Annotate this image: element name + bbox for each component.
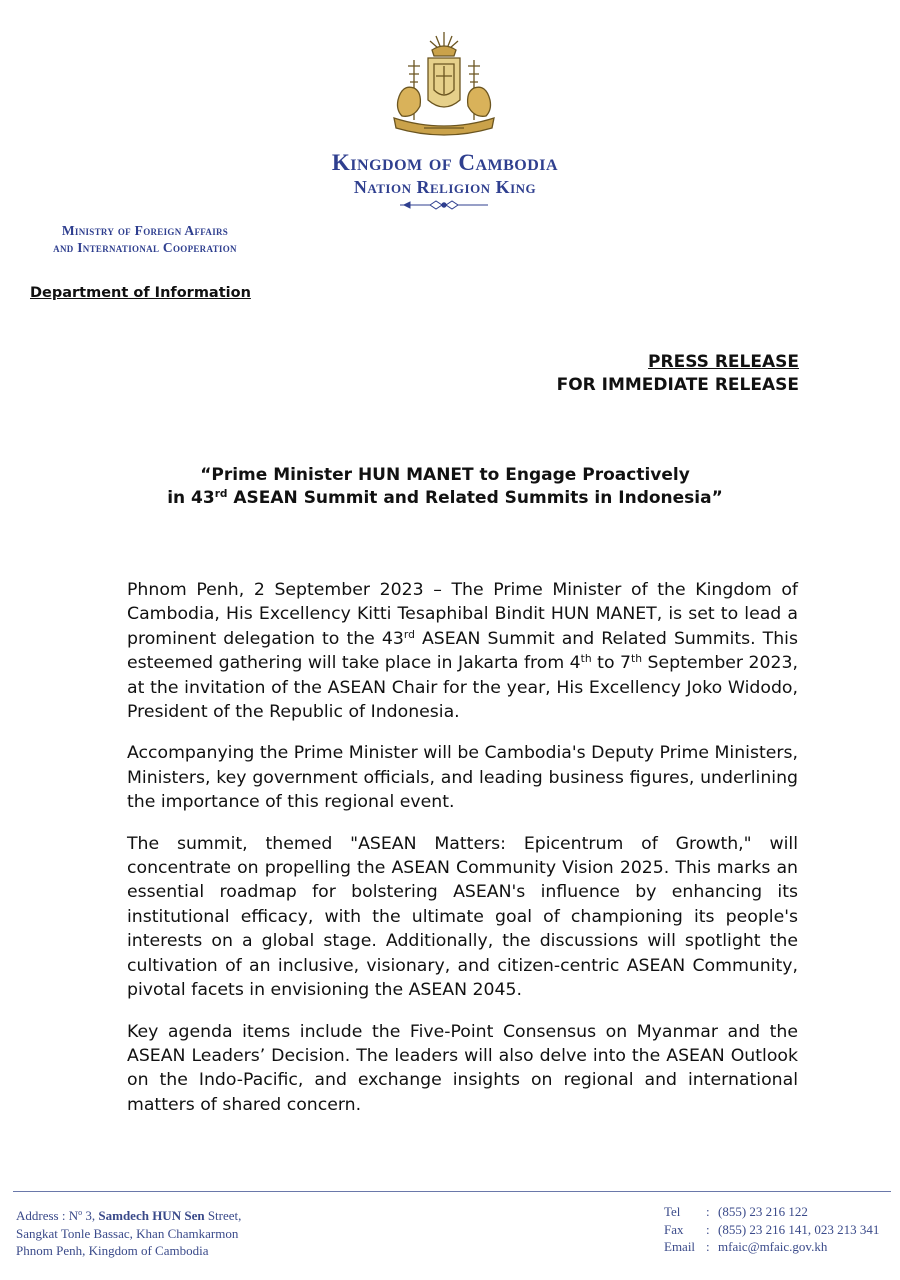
paragraph-1-part-c: to 7 <box>591 653 632 674</box>
tel-value: (855) 23 216 122 <box>718 1204 808 1219</box>
kingdom-title: Kingdom of Cambodia <box>331 150 559 175</box>
royal-arms-emblem-icon <box>384 30 504 142</box>
email-label: Email <box>664 1239 696 1254</box>
email-sep: : <box>706 1239 710 1254</box>
ordinal-suffix: rd <box>214 488 228 501</box>
paragraph-1-part-a: Phnom Penh, 2 September 2023 – The Prime Minister of the Kingdom of Cambodia, His Excellency Kitti Tesaphibal Bindit HUN MANET, is set to lead a prominent delegation to the 43 <box>127 580 798 649</box>
ordinal-suffix: th <box>631 652 643 666</box>
paragraph-4: Key agenda items include the Five-Point Consensus on Myanmar and the ASEAN Leaders’ Decision. The leaders will also delve into the ASEAN Outlook on the Indo-Pacific, and exchange insights on regional and international matters of shared concern. <box>127 1021 798 1115</box>
address-number: 3, <box>82 1208 99 1223</box>
press-release-label: PRESS RELEASE <box>648 352 799 372</box>
fax-sep: : <box>706 1221 710 1237</box>
headline <box>120 464 770 510</box>
footer-address <box>16 1207 346 1260</box>
street-suffix: Street, <box>204 1208 242 1223</box>
ministry-line-2: and International Cooperation <box>53 240 237 255</box>
headline-line-2-start: in 43 <box>167 488 215 508</box>
headline-line-2-end: ASEAN Summit and Related Summits in Indonesia” <box>227 488 723 508</box>
article-body <box>127 578 798 1134</box>
paragraph-1 <box>127 578 798 724</box>
divider-ornament-icon <box>400 199 488 211</box>
release-label-block <box>557 351 799 397</box>
department-label: Department of Information <box>30 285 251 301</box>
ministry-name <box>14 222 276 256</box>
paragraph-2: Accompanying the Prime Minister will be Cambodia's Deputy Prime Ministers, Ministers, key government officials, and leading business figures, underlining the importance of this regional event. <box>127 743 798 813</box>
footer-contact <box>664 1203 900 1256</box>
address-line-2: Sangkat Tonle Bassac, Khan Chamkarmon <box>16 1225 239 1241</box>
footer-divider <box>13 1191 891 1192</box>
ordinal-suffix: rd <box>403 628 415 642</box>
tel-row <box>664 1203 900 1221</box>
address-line-1 <box>16 1207 346 1225</box>
fax-value: (855) 23 216 141, 023 213 341 <box>718 1221 880 1237</box>
paragraph-1-part-b: ASEAN Summit and Related Summits. This esteemed gathering will take place in Jakarta from 4 <box>127 628 798 674</box>
paragraph-1-part-d: September 2023, at the invitation of the ASEAN Chair for the year, His Excellency Joko Widodo, President of the Republic of Indonesia. <box>127 653 798 723</box>
national-motto: Nation Religion King <box>353 177 537 197</box>
address-prefix: Address : N <box>16 1208 79 1223</box>
street-name: Samdech HUN Sen <box>98 1208 205 1223</box>
email-row <box>664 1238 900 1256</box>
ministry-line-1: Ministry of Foreign Affairs <box>61 223 229 238</box>
email-link[interactable]: mfaic@mfaic.gov.kh <box>718 1239 828 1254</box>
headline-line-1: “Prime Minister HUN MANET to Engage Proactively <box>200 465 690 485</box>
ordinal-suffix: th <box>580 652 592 666</box>
fax-row <box>664 1221 900 1239</box>
tel-sep: : <box>706 1204 710 1219</box>
headline-line-2 <box>120 487 770 510</box>
number-sign-suffix: o <box>78 1208 83 1218</box>
address-line-3: Phnom Penh, Kingdom of Cambodia <box>16 1243 209 1258</box>
immediate-release-label: FOR IMMEDIATE RELEASE <box>556 375 799 395</box>
paragraph-3: The summit, themed "ASEAN Matters: Epicentrum of Growth," will concentrate on propelling the ASEAN Community Vision 2025. This marks an essential roadmap for bolstering ASEAN's influence by enhancing its institutional efficacy, with the ultimate goal of championing its people's interests on a global stage. Additionally, the discussions will spotlight the cultivation of an inclusive, visionary, and citizen-centric ASEAN Community, pivotal facets in envisioning the ASEAN 2045. <box>127 833 798 1001</box>
fax-label: Fax <box>664 1221 684 1237</box>
tel-label: Tel <box>664 1204 681 1219</box>
